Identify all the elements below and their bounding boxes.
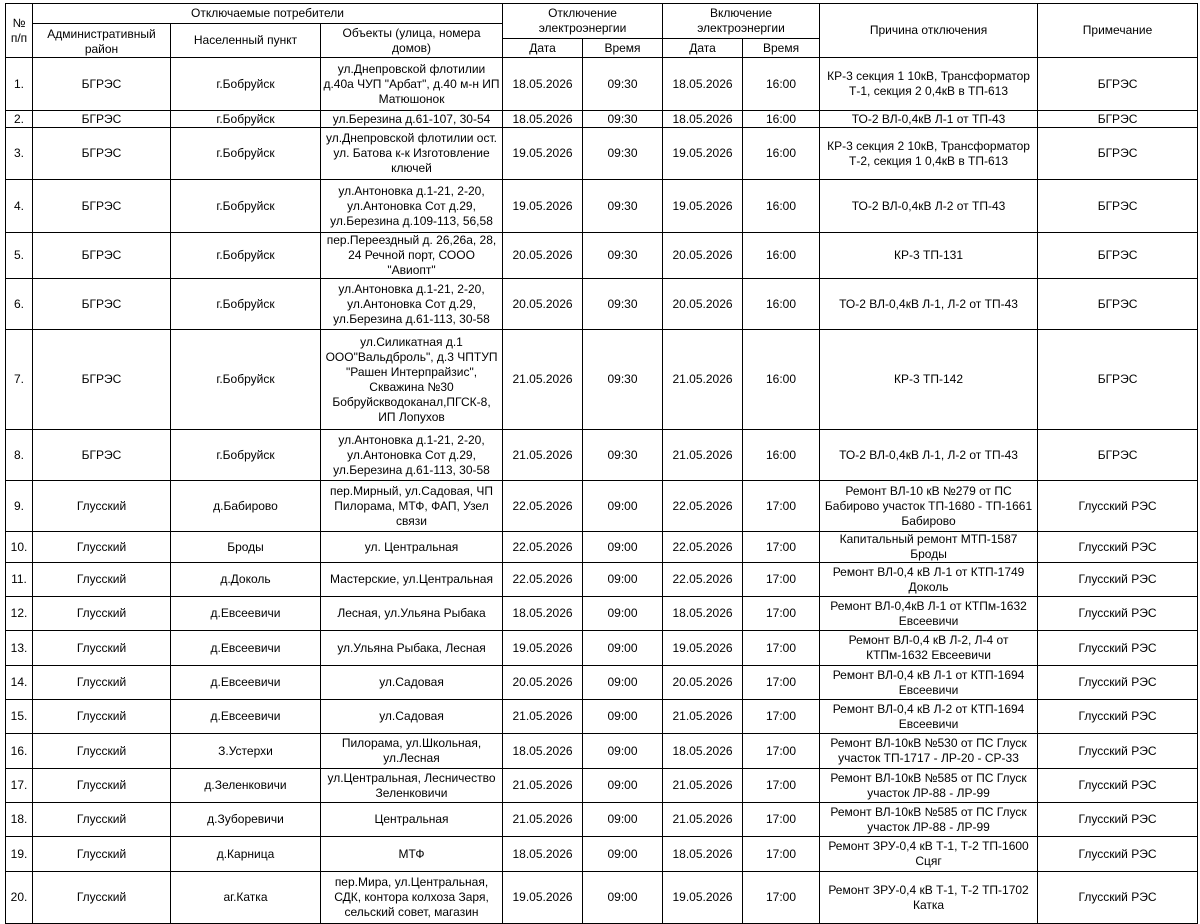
objects-cell: ул.Антоновка д.1-21, 2-20, ул.Антоновка Сот д.29, ул.Березина д.61-113, 30-58	[321, 430, 503, 481]
on-time-cell: 17:00	[743, 837, 820, 872]
note-cell: Глусский РЭС	[1038, 481, 1198, 532]
reason-cell: Ремонт ВЛ-10 кВ №279 от ПС Бабирово участок ТП-1680 - ТП-1661 Бабирово	[820, 481, 1038, 532]
table-row	[6, 837, 1198, 872]
on-date-cell: 21.05.2026	[663, 803, 743, 837]
note-cell: Глусский РЭС	[1038, 597, 1198, 631]
off-time-cell: 09:30	[583, 58, 663, 111]
row-number: 19.	[6, 837, 33, 872]
reason-cell: КР-3 ТП-142	[820, 330, 1038, 430]
note-cell: Глусский РЭС	[1038, 803, 1198, 837]
on-date-cell: 18.05.2026	[663, 734, 743, 769]
on-time-cell: 16:00	[743, 330, 820, 430]
reason-cell: ТО-2 ВЛ-0,4кВ Л-1 от ТП-43	[820, 111, 1038, 128]
reason-cell: Ремонт ВЛ-10кВ №585 от ПС Глуск участок ЛР-88 - ЛР-99	[820, 803, 1038, 837]
row-number: 10.	[6, 532, 33, 563]
off-date-cell: 20.05.2026	[503, 279, 583, 330]
on-time-cell: 16:00	[743, 180, 820, 233]
objects-cell: ул.Антоновка д.1-21, 2-20, ул.Антоновка Сот д.29, ул.Березина д.61-113, 30-58	[321, 279, 503, 330]
district-cell: Глусский	[33, 481, 171, 532]
off-time-cell: 09:30	[583, 430, 663, 481]
objects-cell: ул.Садовая	[321, 666, 503, 700]
district-cell: БГРЭС	[33, 233, 171, 279]
reason-cell: Ремонт ВЛ-0,4кВ Л-1 от КТПм-1632 Евсеевичи	[820, 597, 1038, 631]
off-time-cell: 09:00	[583, 563, 663, 597]
note-cell: БГРЭС	[1038, 430, 1198, 481]
settlement-cell: д.Зуборевичи	[171, 803, 321, 837]
note-cell: Глусский РЭС	[1038, 631, 1198, 666]
on-time-cell: 16:00	[743, 58, 820, 111]
district-cell: Глусский	[33, 872, 171, 924]
note-cell: БГРЭС	[1038, 58, 1198, 111]
table-row	[6, 58, 1198, 111]
on-time-cell: 17:00	[743, 631, 820, 666]
row-number: 7.	[6, 330, 33, 430]
settlement-cell: г.Бобруйск	[171, 430, 321, 481]
table-row	[6, 631, 1198, 666]
off-date-cell: 19.05.2026	[503, 872, 583, 924]
on-date-cell: 19.05.2026	[663, 128, 743, 180]
off-date-cell: 20.05.2026	[503, 666, 583, 700]
settlement-cell: г.Бобруйск	[171, 58, 321, 111]
district-cell: Глусский	[33, 563, 171, 597]
on-date-cell: 19.05.2026	[663, 631, 743, 666]
reason-cell: ТО-2 ВЛ-0,4кВ Л-1, Л-2 от ТП-43	[820, 279, 1038, 330]
district-cell: Глусский	[33, 837, 171, 872]
on-date-cell: 20.05.2026	[663, 233, 743, 279]
header-settlement: Населенный пункт	[171, 24, 321, 58]
reason-cell: Ремонт ВЛ-0,4 кВ Л-1 от КТП-1694 Евсеевичи	[820, 666, 1038, 700]
note-cell: БГРЭС	[1038, 279, 1198, 330]
off-time-cell: 09:00	[583, 666, 663, 700]
off-time-cell: 09:00	[583, 734, 663, 769]
off-date-cell: 19.05.2026	[503, 631, 583, 666]
note-cell: БГРЭС	[1038, 128, 1198, 180]
table-row	[6, 563, 1198, 597]
note-cell: БГРЭС	[1038, 180, 1198, 233]
off-date-cell: 21.05.2026	[503, 330, 583, 430]
on-date-cell: 21.05.2026	[663, 769, 743, 803]
objects-cell: ул.Днепровской флотилии д.40а ЧУП "Арбат", д.40 м-н ИП Матюшонок	[321, 58, 503, 111]
on-date-cell: 18.05.2026	[663, 837, 743, 872]
reason-cell: Капитальный ремонт МТП-1587 Броды	[820, 532, 1038, 563]
on-time-cell: 16:00	[743, 128, 820, 180]
off-date-cell: 22.05.2026	[503, 532, 583, 563]
outage-schedule-table	[5, 3, 1198, 924]
table-row	[6, 666, 1198, 700]
row-number: 13.	[6, 631, 33, 666]
objects-cell: пер.Мира, ул.Центральная, СДК, контора колхоза Заря, сельский совет, магазин	[321, 872, 503, 924]
district-cell: БГРЭС	[33, 58, 171, 111]
district-cell: БГРЭС	[33, 430, 171, 481]
on-time-cell: 17:00	[743, 872, 820, 924]
settlement-cell: д.Доколь	[171, 563, 321, 597]
reason-cell: ТО-2 ВЛ-0,4кВ Л-2 от ТП-43	[820, 180, 1038, 233]
off-time-cell: 09:00	[583, 700, 663, 734]
off-date-cell: 19.05.2026	[503, 128, 583, 180]
on-date-cell: 19.05.2026	[663, 872, 743, 924]
note-cell: Глусский РЭС	[1038, 700, 1198, 734]
on-time-cell: 17:00	[743, 597, 820, 631]
header-on-group: Включение электроэнергии	[663, 4, 820, 39]
reason-cell: Ремонт ВЛ-10кВ №530 от ПС Глуск участок ТП-1717 - ЛР-20 - СР-33	[820, 734, 1038, 769]
reason-cell: Ремонт ВЛ-0,4 кВ Л-1 от КТП-1749 Доколь	[820, 563, 1038, 597]
reason-cell: Ремонт ЗРУ-0,4 кВ Т-1, Т-2 ТП-1600 Сцяг	[820, 837, 1038, 872]
on-date-cell: 22.05.2026	[663, 563, 743, 597]
reason-cell: Ремонт ВЛ-0,4 кВ Л-2, Л-4 от КТПм-1632 Евсеевичи	[820, 631, 1038, 666]
on-date-cell: 21.05.2026	[663, 330, 743, 430]
off-date-cell: 18.05.2026	[503, 58, 583, 111]
district-cell: БГРЭС	[33, 180, 171, 233]
header-note: Примечание	[1038, 4, 1198, 58]
district-cell: БГРЭС	[33, 330, 171, 430]
off-date-cell: 18.05.2026	[503, 734, 583, 769]
table-row	[6, 532, 1198, 563]
on-date-cell: 18.05.2026	[663, 58, 743, 111]
reason-cell: КР-3 ТП-131	[820, 233, 1038, 279]
table-row	[6, 180, 1198, 233]
table-header	[6, 4, 1198, 58]
settlement-cell: Броды	[171, 532, 321, 563]
row-number: 11.	[6, 563, 33, 597]
district-cell: Глусский	[33, 700, 171, 734]
district-cell: Глусский	[33, 532, 171, 563]
on-date-cell: 19.05.2026	[663, 180, 743, 233]
on-date-cell: 20.05.2026	[663, 666, 743, 700]
reason-cell: Ремонт ЗРУ-0,4 кВ Т-1, Т-2 ТП-1702 Катка	[820, 872, 1038, 924]
off-date-cell: 20.05.2026	[503, 233, 583, 279]
district-cell: БГРЭС	[33, 128, 171, 180]
note-cell: Глусский РЭС	[1038, 837, 1198, 872]
off-date-cell: 18.05.2026	[503, 837, 583, 872]
reason-cell: КР-3 секция 1 10кВ, Трансформатор Т-1, секция 2 0,4кВ в ТП-613	[820, 58, 1038, 111]
note-cell: Глусский РЭС	[1038, 563, 1198, 597]
off-time-cell: 09:00	[583, 803, 663, 837]
header-reason: Причина отключения	[820, 4, 1038, 58]
objects-cell: МТФ	[321, 837, 503, 872]
off-date-cell: 22.05.2026	[503, 563, 583, 597]
off-time-cell: 09:00	[583, 597, 663, 631]
off-time-cell: 09:00	[583, 631, 663, 666]
settlement-cell: д.Бабирово	[171, 481, 321, 532]
row-number: 5.	[6, 233, 33, 279]
row-number: 18.	[6, 803, 33, 837]
on-time-cell: 16:00	[743, 430, 820, 481]
note-cell: Глусский РЭС	[1038, 769, 1198, 803]
objects-cell: ул. Центральная	[321, 532, 503, 563]
table-row	[6, 481, 1198, 532]
objects-cell: ул.Березина д.61-107, 30-54	[321, 111, 503, 128]
row-number: 12.	[6, 597, 33, 631]
note-cell: БГРЭС	[1038, 233, 1198, 279]
table-row	[6, 700, 1198, 734]
table-row	[6, 233, 1198, 279]
header-on-time: Время	[743, 39, 820, 58]
header-on-date: Дата	[663, 39, 743, 58]
row-number: 15.	[6, 700, 33, 734]
header-off-time: Время	[583, 39, 663, 58]
on-time-cell: 17:00	[743, 666, 820, 700]
settlement-cell: г.Бобруйск	[171, 279, 321, 330]
row-number: 8.	[6, 430, 33, 481]
table-row	[6, 128, 1198, 180]
objects-cell: пер.Переездный д. 26,26а, 28, 24 Речной порт, СООО "Авиопт"	[321, 233, 503, 279]
table-body	[6, 58, 1198, 924]
off-time-cell: 09:30	[583, 330, 663, 430]
settlement-cell: д.Евсеевичи	[171, 666, 321, 700]
off-time-cell: 09:30	[583, 279, 663, 330]
on-date-cell: 18.05.2026	[663, 111, 743, 128]
district-cell: Глусский	[33, 734, 171, 769]
off-date-cell: 21.05.2026	[503, 769, 583, 803]
on-time-cell: 17:00	[743, 532, 820, 563]
header-consumers-group: Отключаемые потребители	[33, 4, 503, 24]
settlement-cell: г.Бобруйск	[171, 233, 321, 279]
objects-cell: ул.Центральная, Лесничество Зеленковичи	[321, 769, 503, 803]
table-row	[6, 803, 1198, 837]
note-cell: Глусский РЭС	[1038, 532, 1198, 563]
reason-cell: КР-3 секция 2 10кВ, Трансформатор Т-2, секция 1 0,4кВ в ТП-613	[820, 128, 1038, 180]
district-cell: Глусский	[33, 631, 171, 666]
table-row	[6, 430, 1198, 481]
objects-cell: ул.Днепровской флотилии ост. ул. Батова к-к Изготовление ключей	[321, 128, 503, 180]
on-date-cell: 21.05.2026	[663, 700, 743, 734]
row-number: 16.	[6, 734, 33, 769]
reason-cell: ТО-2 ВЛ-0,4кВ Л-1, Л-2 от ТП-43	[820, 430, 1038, 481]
off-date-cell: 22.05.2026	[503, 481, 583, 532]
on-time-cell: 17:00	[743, 734, 820, 769]
on-date-cell: 22.05.2026	[663, 481, 743, 532]
off-date-cell: 21.05.2026	[503, 700, 583, 734]
table-row	[6, 597, 1198, 631]
table-row	[6, 111, 1198, 128]
header-objects: Объекты (улица, номера домов)	[321, 24, 503, 58]
off-date-cell: 18.05.2026	[503, 111, 583, 128]
off-time-cell: 09:00	[583, 769, 663, 803]
settlement-cell: г.Бобруйск	[171, 111, 321, 128]
objects-cell: Центральная	[321, 803, 503, 837]
district-cell: Глусский	[33, 769, 171, 803]
table-row	[6, 769, 1198, 803]
settlement-cell: аг.Катка	[171, 872, 321, 924]
reason-cell: Ремонт ВЛ-10кВ №585 от ПС Глуск участок ЛР-88 - ЛР-99	[820, 769, 1038, 803]
settlement-cell: г.Бобруйск	[171, 180, 321, 233]
settlement-cell: д.Евсеевичи	[171, 597, 321, 631]
row-number: 3.	[6, 128, 33, 180]
settlement-cell: г.Бобруйск	[171, 330, 321, 430]
off-time-cell: 09:30	[583, 128, 663, 180]
header-off-group: Отключение электроэнергии	[503, 4, 663, 39]
on-date-cell: 21.05.2026	[663, 430, 743, 481]
header-district: Административный район	[33, 24, 171, 58]
objects-cell: ул.Антоновка д.1-21, 2-20, ул.Антоновка Сот д.29, ул.Березина д.109-113, 56,58	[321, 180, 503, 233]
header-number: № п/п	[6, 4, 33, 58]
settlement-cell: д.Карница	[171, 837, 321, 872]
row-number: 4.	[6, 180, 33, 233]
on-time-cell: 16:00	[743, 233, 820, 279]
off-date-cell: 21.05.2026	[503, 803, 583, 837]
off-time-cell: 09:30	[583, 111, 663, 128]
objects-cell: Лесная, ул.Ульяна Рыбака	[321, 597, 503, 631]
on-date-cell: 18.05.2026	[663, 597, 743, 631]
row-number: 6.	[6, 279, 33, 330]
on-date-cell: 20.05.2026	[663, 279, 743, 330]
objects-cell: ул.Садовая	[321, 700, 503, 734]
table-row	[6, 279, 1198, 330]
district-cell: Глусский	[33, 666, 171, 700]
note-cell: БГРЭС	[1038, 111, 1198, 128]
off-date-cell: 19.05.2026	[503, 180, 583, 233]
objects-cell: ул.Ульяна Рыбака, Лесная	[321, 631, 503, 666]
settlement-cell: д.Евсеевичи	[171, 631, 321, 666]
settlement-cell: З.Устерхи	[171, 734, 321, 769]
objects-cell: Пилорама, ул.Школьная, ул.Лесная	[321, 734, 503, 769]
note-cell: БГРЭС	[1038, 330, 1198, 430]
off-time-cell: 09:00	[583, 837, 663, 872]
objects-cell: Мастерские, ул.Центральная	[321, 563, 503, 597]
row-number: 9.	[6, 481, 33, 532]
row-number: 1.	[6, 58, 33, 111]
row-number: 20.	[6, 872, 33, 924]
settlement-cell: д.Евсеевичи	[171, 700, 321, 734]
off-date-cell: 21.05.2026	[503, 430, 583, 481]
table-row	[6, 734, 1198, 769]
on-time-cell: 17:00	[743, 563, 820, 597]
off-time-cell: 09:30	[583, 233, 663, 279]
district-cell: Глусский	[33, 597, 171, 631]
off-time-cell: 09:30	[583, 180, 663, 233]
table-row	[6, 872, 1198, 924]
header-off-date: Дата	[503, 39, 583, 58]
on-time-cell: 16:00	[743, 111, 820, 128]
off-time-cell: 09:00	[583, 532, 663, 563]
on-time-cell: 17:00	[743, 769, 820, 803]
reason-cell: Ремонт ВЛ-0,4 кВ Л-2 от КТП-1694 Евсеевичи	[820, 700, 1038, 734]
on-time-cell: 17:00	[743, 700, 820, 734]
row-number: 2.	[6, 111, 33, 128]
on-time-cell: 17:00	[743, 481, 820, 532]
table-row	[6, 330, 1198, 430]
on-date-cell: 22.05.2026	[663, 532, 743, 563]
district-cell: БГРЭС	[33, 111, 171, 128]
note-cell: Глусский РЭС	[1038, 872, 1198, 924]
district-cell: БГРЭС	[33, 279, 171, 330]
row-number: 14.	[6, 666, 33, 700]
row-number: 17.	[6, 769, 33, 803]
on-time-cell: 16:00	[743, 279, 820, 330]
off-time-cell: 09:00	[583, 481, 663, 532]
settlement-cell: д.Зеленковичи	[171, 769, 321, 803]
on-time-cell: 17:00	[743, 803, 820, 837]
off-time-cell: 09:00	[583, 872, 663, 924]
off-date-cell: 18.05.2026	[503, 597, 583, 631]
settlement-cell: г.Бобруйск	[171, 128, 321, 180]
note-cell: Глусский РЭС	[1038, 666, 1198, 700]
district-cell: Глусский	[33, 803, 171, 837]
objects-cell: пер.Мирный, ул.Садовая, ЧП Пилорама, МТФ, ФАП, Узел связи	[321, 481, 503, 532]
objects-cell: ул.Силикатная д.1 ООО"Вальдброль", д.3 ЧПТУП "Рашен Интерпрайзис", Скважина №30 Бобруйскводоканал,ПГСК-8, ИП Лопухов	[321, 330, 503, 430]
note-cell: Глусский РЭС	[1038, 734, 1198, 769]
